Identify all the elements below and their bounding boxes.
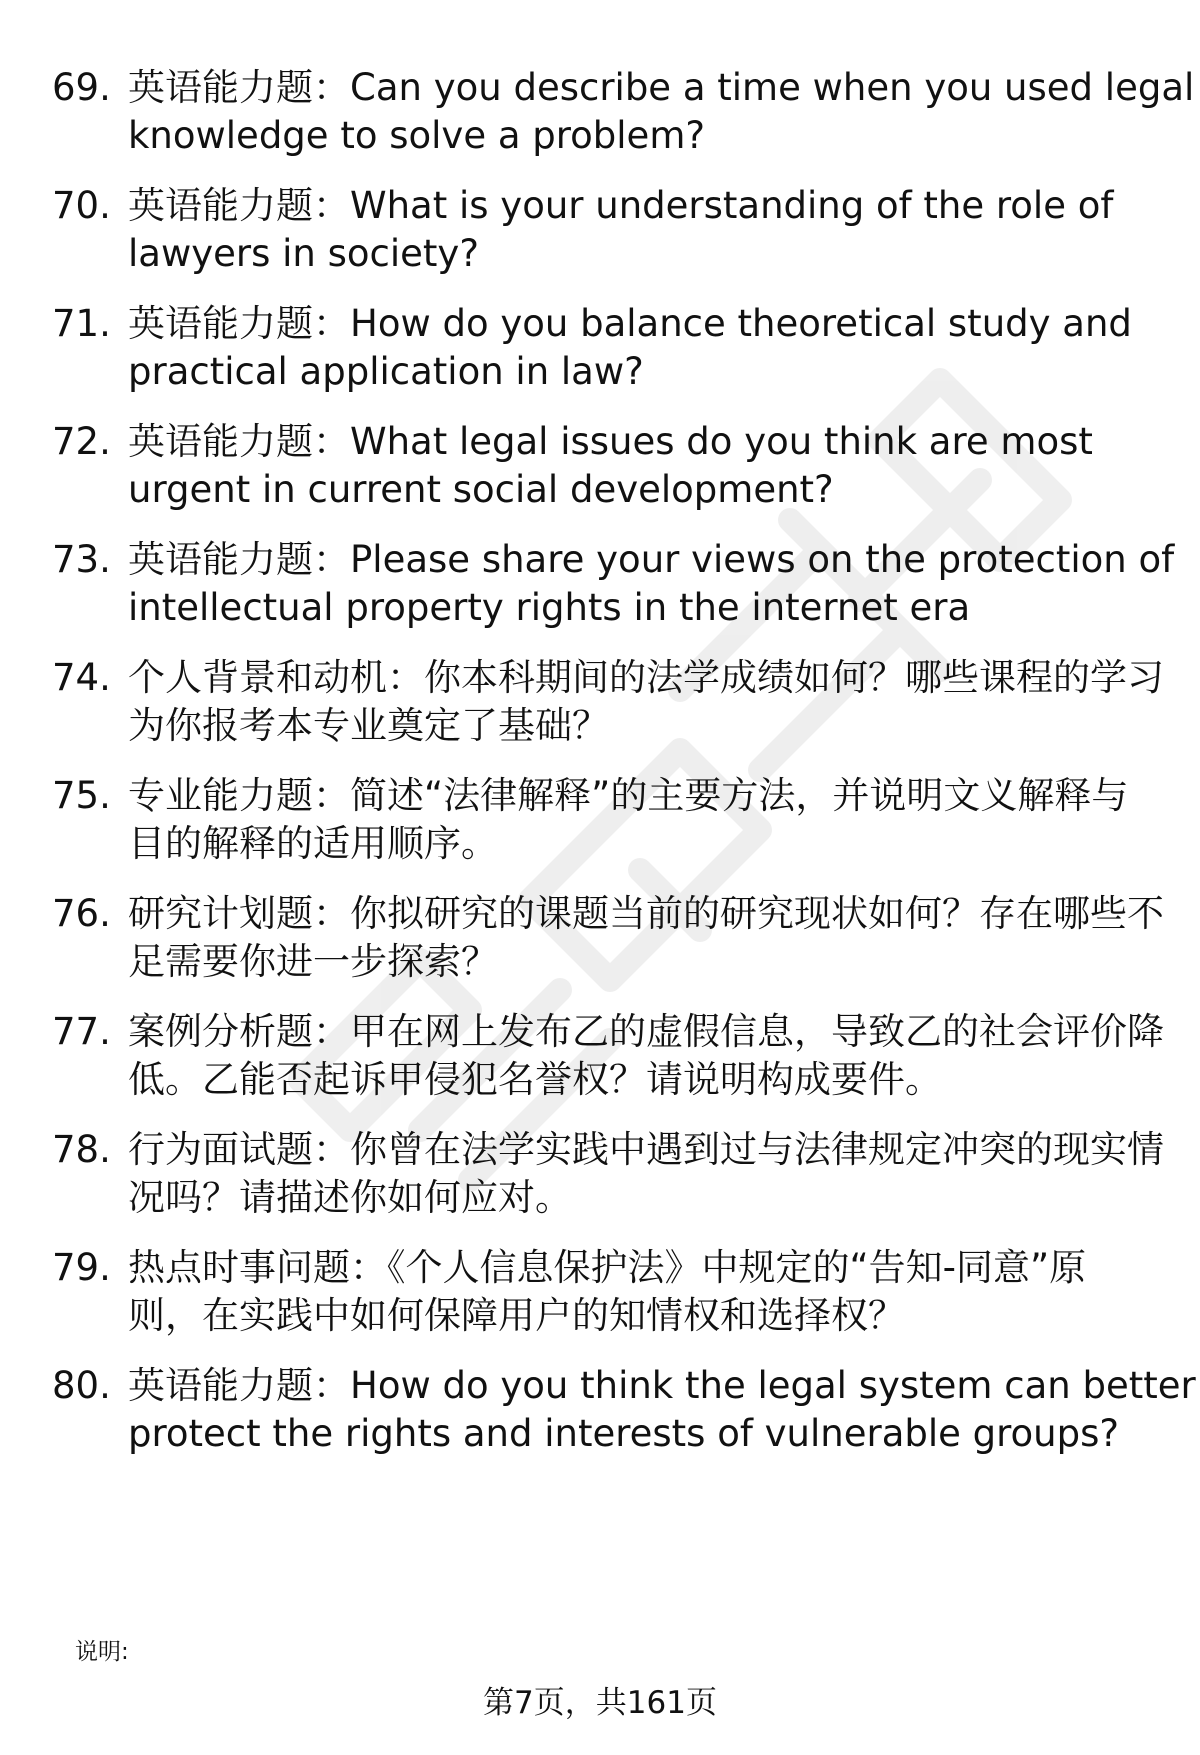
question-item <box>52 1008 1164 1108</box>
question-line: 行为面试题：你曾在法学实践中遇到过与法律规定冲突的现实情 <box>128 1128 1164 1171</box>
question-item <box>52 418 1152 518</box>
question-line: 低。乙能否起诉甲侵犯名誉权？请说明构成要件。 <box>128 1058 942 1101</box>
question-item <box>52 182 1152 282</box>
question-item <box>52 1126 1164 1226</box>
question-item <box>52 536 1175 636</box>
question-item <box>52 772 1152 872</box>
question-text <box>128 418 1188 514</box>
question-number: 74. <box>52 656 111 699</box>
question-text <box>128 1244 1188 1340</box>
question-text <box>128 182 1188 278</box>
question-line: knowledge to solve a problem? <box>128 114 706 157</box>
question-item <box>52 1244 1152 1344</box>
question-line: practical application in law? <box>128 350 644 393</box>
question-number: 73. <box>52 538 111 581</box>
question-text <box>128 772 1188 868</box>
question-line: 英语能力题：What is your understanding of the role of <box>128 184 1114 227</box>
question-text <box>128 890 1188 986</box>
question-line: urgent in current social development? <box>128 468 834 511</box>
question-item <box>52 1362 1196 1462</box>
question-line: 为你报考本专业奠定了基础？ <box>128 704 609 747</box>
question-line: 英语能力题：Please share your views on the protection of <box>128 538 1175 581</box>
question-item <box>52 654 1164 754</box>
question-line: 个人背景和动机：你本科期间的法学成绩如何？哪些课程的学习 <box>128 656 1164 699</box>
question-text <box>128 536 1188 632</box>
question-number: 78. <box>52 1128 111 1171</box>
question-number: 76. <box>52 892 111 935</box>
question-number: 70. <box>52 184 111 227</box>
question-number: 71. <box>52 302 111 345</box>
question-text <box>128 1362 1196 1458</box>
question-number: 75. <box>52 774 111 817</box>
question-number: 77. <box>52 1010 111 1053</box>
question-item <box>52 300 1152 400</box>
question-line: 英语能力题：Can you describe a time when you used legal <box>128 66 1195 109</box>
question-text <box>128 1126 1188 1222</box>
question-line: 英语能力题：How do you balance theoretical study and <box>128 302 1132 345</box>
question-line: 案例分析题：甲在网上发布乙的虚假信息，导致乙的社会评价降 <box>128 1010 1164 1053</box>
question-item <box>52 64 1195 164</box>
question-text <box>128 300 1188 396</box>
question-line: 英语能力题：How do you think the legal system can better <box>128 1364 1196 1407</box>
question-line: 则，在实践中如何保障用户的知情权和选择权？ <box>128 1294 905 1337</box>
question-number: 80. <box>52 1364 111 1407</box>
question-line: 专业能力题：简述“法律解释”的主要方法，并说明文义解释与 <box>128 774 1129 817</box>
question-text <box>128 1008 1188 1104</box>
question-line: 况吗？请描述你如何应对。 <box>128 1176 572 1219</box>
question-text <box>128 64 1195 160</box>
question-line: intellectual property rights in the internet era <box>128 586 971 629</box>
question-number: 69. <box>52 66 111 109</box>
note-label: 说明: <box>75 1639 129 1665</box>
question-line: 足需要你进一步探索？ <box>128 940 498 983</box>
question-text <box>128 654 1188 750</box>
question-line: lawyers in society? <box>128 232 479 275</box>
question-line: 研究计划题：你拟研究的课题当前的研究现状如何？存在哪些不 <box>128 892 1164 935</box>
question-number: 79. <box>52 1246 111 1289</box>
question-line: 英语能力题：What legal issues do you think are most <box>128 420 1093 463</box>
question-number: 72. <box>52 420 111 463</box>
question-item <box>52 890 1164 990</box>
question-line: 热点时事问题：《个人信息保护法》中规定的“告知-同意”原 <box>128 1246 1087 1289</box>
question-line: 目的解释的适用顺序。 <box>128 822 498 865</box>
page-number: 第7页，共161页 <box>483 1685 717 1721</box>
question-line: protect the rights and interests of vulnerable groups? <box>128 1412 1120 1455</box>
